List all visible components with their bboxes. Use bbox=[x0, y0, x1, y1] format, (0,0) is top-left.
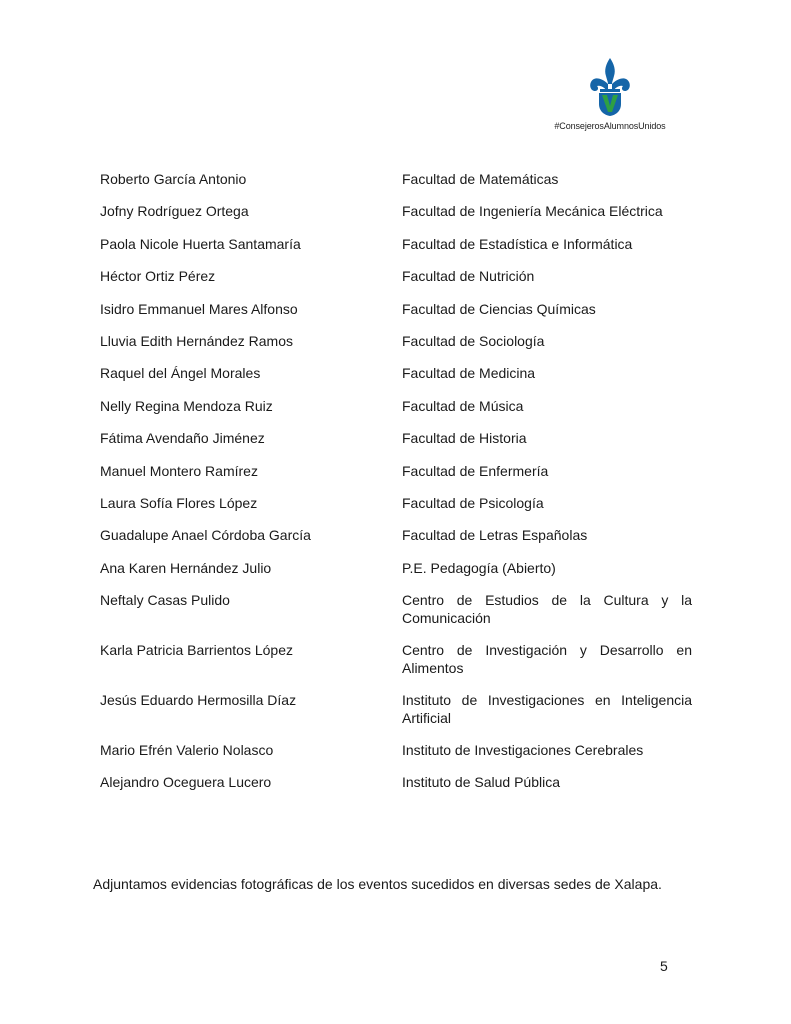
student-name: Nelly Regina Mendoza Ruiz bbox=[100, 397, 273, 414]
roster-row bbox=[100, 267, 692, 285]
roster-row bbox=[100, 429, 692, 447]
roster-row bbox=[100, 202, 692, 220]
roster-row bbox=[100, 397, 692, 415]
roster-row bbox=[100, 591, 692, 627]
roster-row bbox=[100, 526, 692, 544]
faculty-name: Facultad de Historia bbox=[402, 430, 527, 447]
student-name: Paola Nicole Huerta Santamaría bbox=[100, 235, 301, 252]
student-name: Jesús Eduardo Hermosilla Díaz bbox=[100, 692, 297, 709]
evidence-paragraph: Adjuntamos evidencias fotográficas de los eventos sucedidos en diversas sedes de Xalapa. bbox=[93, 876, 662, 892]
faculty-name: Facultad de Ciencias Químicas bbox=[402, 300, 596, 317]
faculty-name: Centro de Estudios de la Cultura y la Comunicación bbox=[402, 592, 692, 627]
faculty-name: Facultad de Medicina bbox=[402, 365, 536, 382]
student-name: Karla Patricia Barrientos López bbox=[100, 642, 293, 659]
roster-row bbox=[100, 773, 692, 791]
faculty-name: Instituto de Investigaciones en Inteligencia Artificial bbox=[402, 692, 692, 727]
student-name: Manuel Montero Ramírez bbox=[100, 462, 258, 479]
student-name: Héctor Ortiz Pérez bbox=[100, 268, 216, 285]
student-name: Lluvia Edith Hernández Ramos bbox=[100, 332, 293, 349]
student-name: Fátima Avendaño Jiménez bbox=[100, 430, 265, 447]
faculty-name: Centro de Investigación y Desarrollo en Alimentos bbox=[402, 642, 692, 677]
faculty-name: Facultad de Matemáticas bbox=[402, 171, 559, 187]
faculty-name: Facultad de Estadística e Informática bbox=[402, 235, 633, 252]
student-name: Raquel del Ángel Morales bbox=[100, 365, 261, 382]
faculty-name: Facultad de Psicología bbox=[402, 494, 544, 511]
council-roster bbox=[100, 170, 692, 806]
roster-row bbox=[100, 235, 692, 253]
student-name: Guadalupe Anael Córdoba García bbox=[100, 527, 311, 544]
student-name: Neftaly Casas Pulido bbox=[100, 592, 230, 609]
roster-row bbox=[100, 494, 692, 512]
faculty-name: P.E. Pedagogía (Abierto) bbox=[402, 559, 556, 576]
roster-row bbox=[100, 462, 692, 480]
faculty-name: Facultad de Ingeniería Mecánica Eléctrica bbox=[402, 203, 663, 220]
student-name: Alejandro Oceguera Lucero bbox=[100, 774, 272, 791]
roster-row bbox=[100, 559, 692, 577]
student-name: Laura Sofía Flores López bbox=[100, 494, 258, 511]
student-name: Isidro Emmanuel Mares Alfonso bbox=[100, 300, 298, 317]
student-name: Roberto García Antonio bbox=[100, 171, 247, 187]
faculty-name: Instituto de Salud Pública bbox=[402, 774, 560, 791]
roster-row bbox=[100, 332, 692, 350]
student-name: Mario Efrén Valerio Nolasco bbox=[100, 742, 274, 759]
header-logo bbox=[540, 56, 680, 140]
roster-row bbox=[100, 691, 692, 727]
roster-row bbox=[100, 641, 692, 677]
faculty-name: Facultad de Letras Españolas bbox=[402, 527, 588, 544]
faculty-name: Facultad de Música bbox=[402, 397, 524, 414]
hashtag-text: #ConsejerosAlumnosUnidos bbox=[554, 121, 666, 131]
faculty-name: Facultad de Sociología bbox=[402, 332, 545, 349]
student-name: Jofny Rodríguez Ortega bbox=[100, 203, 249, 220]
roster-row bbox=[100, 741, 692, 759]
faculty-name: Facultad de Nutrición bbox=[402, 268, 535, 285]
roster-row bbox=[100, 300, 692, 318]
student-name: Ana Karen Hernández Julio bbox=[100, 559, 272, 576]
page-number: 5 bbox=[660, 958, 668, 974]
faculty-name: Facultad de Enfermería bbox=[402, 462, 549, 479]
faculty-name: Instituto de Investigaciones Cerebrales bbox=[402, 742, 644, 759]
roster-row bbox=[100, 170, 692, 188]
fleur-de-lis-logo-icon bbox=[588, 56, 632, 118]
roster-row bbox=[100, 364, 692, 382]
